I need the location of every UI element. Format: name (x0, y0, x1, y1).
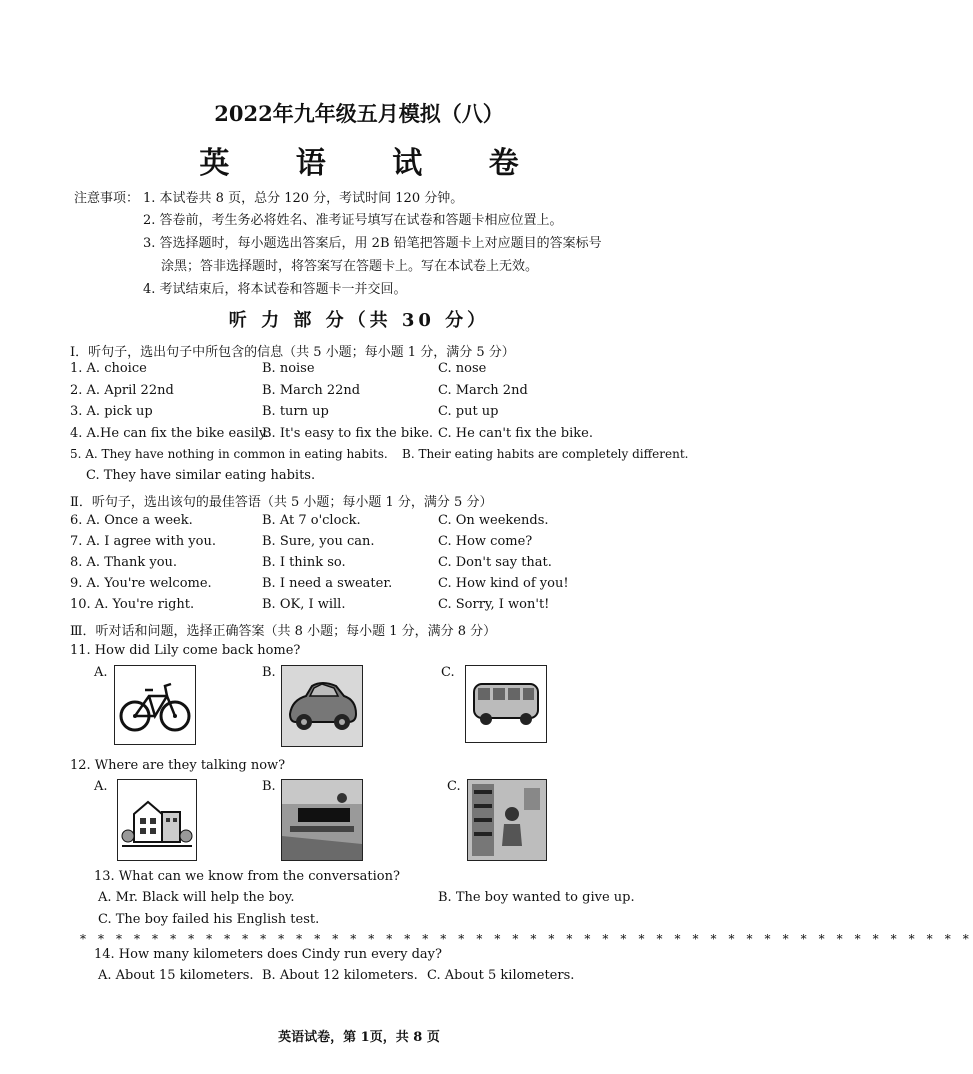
q1-option-b: B. noise (262, 361, 315, 376)
subject-title: 英 语 试 卷 (199, 146, 547, 181)
q10-option-a: 10. A. You're right. (70, 597, 195, 612)
q4-option-b: B. It's easy to fix the bike. (262, 426, 434, 441)
q12-question: 12. Where are they talking now? (70, 758, 286, 773)
q6-option-b: B. At 7 o'clock. (262, 513, 361, 528)
kitchen-picture (281, 779, 363, 861)
notice-item-2: 2. 答卷前，考生务必将姓名、准考证号填写在试卷和答题卡相应位置上。 (143, 213, 563, 228)
star-divider: * * * * * * * * * * * * * * * * * * * * * * * * * * * * * * * * * * * * * * * * * * * * * * * * * * (80, 932, 973, 946)
listening-title: 听 力 部 分（共 30 分） (228, 310, 490, 331)
q6-option-c: C. On weekends. (438, 513, 549, 528)
library-picture (467, 779, 547, 861)
q11-label-b: B. (262, 665, 276, 680)
bicycle-icon (115, 666, 195, 744)
car-icon (282, 666, 362, 746)
q11-question: 11. How did Lily come back home? (70, 643, 301, 658)
q14-option-a: A. About 15 kilometers. (98, 968, 254, 983)
q9-option-c: C. How kind of you! (438, 576, 569, 591)
bicycle-picture (114, 665, 196, 745)
q13-option-a: A. Mr. Black will help the boy. (98, 890, 295, 905)
notice-item-3-cont: 涂黑；答非选择题时，将答案写在答题卡上。写在本试卷上无效。 (161, 259, 539, 274)
q6-option-a: 6. A. Once a week. (70, 513, 193, 528)
q13-option-b: B. The boy wanted to give up. (438, 890, 635, 905)
notice-item-4: 4. 考试结束后，将本试卷和答题卡一并交回。 (143, 282, 407, 297)
q7-option-c: C. How come? (438, 534, 533, 549)
q14-option-b: B. About 12 kilometers. (262, 968, 418, 983)
q8-option-a: 8. A. Thank you. (70, 555, 178, 570)
q12-label-a: A. (94, 779, 108, 794)
section1-heading: Ⅰ．听句子，选出句子中所包含的信息（共 5 小题；每小题 1 分，满分 5 分） (70, 345, 515, 360)
q2-option-b: B. March 22nd (262, 383, 361, 398)
q11-label-a: A. (94, 665, 108, 680)
q7-option-b: B. Sure, you can. (262, 534, 375, 549)
notice-item-1: 1. 本试卷共 8 页，总分 120 分，考试时间 120 分钟。 (143, 191, 464, 206)
notice-label: 注意事项： (74, 191, 140, 206)
q4-option-c: C. He can't fix the bike. (438, 426, 593, 441)
section3-heading: Ⅲ．听对话和问题，选择正确答案（共 8 小题；每小题 1 分，满分 8 分） (70, 624, 497, 639)
q14-question: 14. How many kilometers does Cindy run every day? (94, 947, 442, 962)
q13-question: 13. What can we know from the conversation? (94, 869, 400, 884)
exam-title: 2022年九年级五月模拟（八） (214, 101, 504, 126)
q5-option-b: B. Their eating habits are completely different. (402, 447, 689, 461)
q9-option-a: 9. A. You're welcome. (70, 576, 212, 591)
bus-picture (465, 665, 547, 743)
q4-option-a: 4. A.He can fix the bike easily. (70, 426, 269, 441)
q5-option-a: 5. A. They have nothing in common in eating habits. (70, 447, 388, 461)
house-icon (118, 780, 196, 860)
q2-option-a: 2. A. April 22nd (70, 383, 174, 398)
q8-option-c: C. Don't say that. (438, 555, 552, 570)
notice-item-3: 3. 答选择题时，每小题选出答案后，用 2B 铅笔把答题卡上对应题目的答案标号 (143, 236, 602, 251)
section2-heading: Ⅱ．听句子，选出该句的最佳答语（共 5 小题；每小题 1 分，满分 5 分） (70, 495, 493, 510)
q9-option-b: B. I need a sweater. (262, 576, 393, 591)
page-footer: 英语试卷，第 1页，共 8 页 (278, 1030, 440, 1045)
q10-option-b: B. OK, I will. (262, 597, 346, 612)
q12-label-c: C. (447, 779, 461, 794)
q3-option-c: C. put up (438, 404, 499, 419)
kitchen-icon (282, 780, 362, 860)
library-icon (468, 780, 546, 860)
q8-option-b: B. I think so. (262, 555, 346, 570)
q14-option-c: C. About 5 kilometers. (427, 968, 575, 983)
house-picture (117, 779, 197, 861)
q5-option-c: C. They have similar eating habits. (86, 468, 316, 483)
q3-option-a: 3. A. pick up (70, 404, 153, 419)
q7-option-a: 7. A. I agree with you. (70, 534, 216, 549)
car-picture (281, 665, 363, 747)
q1-option-a: 1. A. choice (70, 361, 147, 376)
q11-label-c: C. (441, 665, 455, 680)
q10-option-c: C. Sorry, I won't! (438, 597, 550, 612)
q12-label-b: B. (262, 779, 276, 794)
bus-icon (466, 666, 546, 742)
q3-option-b: B. turn up (262, 404, 329, 419)
q1-option-c: C. nose (438, 361, 487, 376)
q2-option-c: C. March 2nd (438, 383, 528, 398)
q13-option-c: C. The boy failed his English test. (98, 912, 320, 927)
